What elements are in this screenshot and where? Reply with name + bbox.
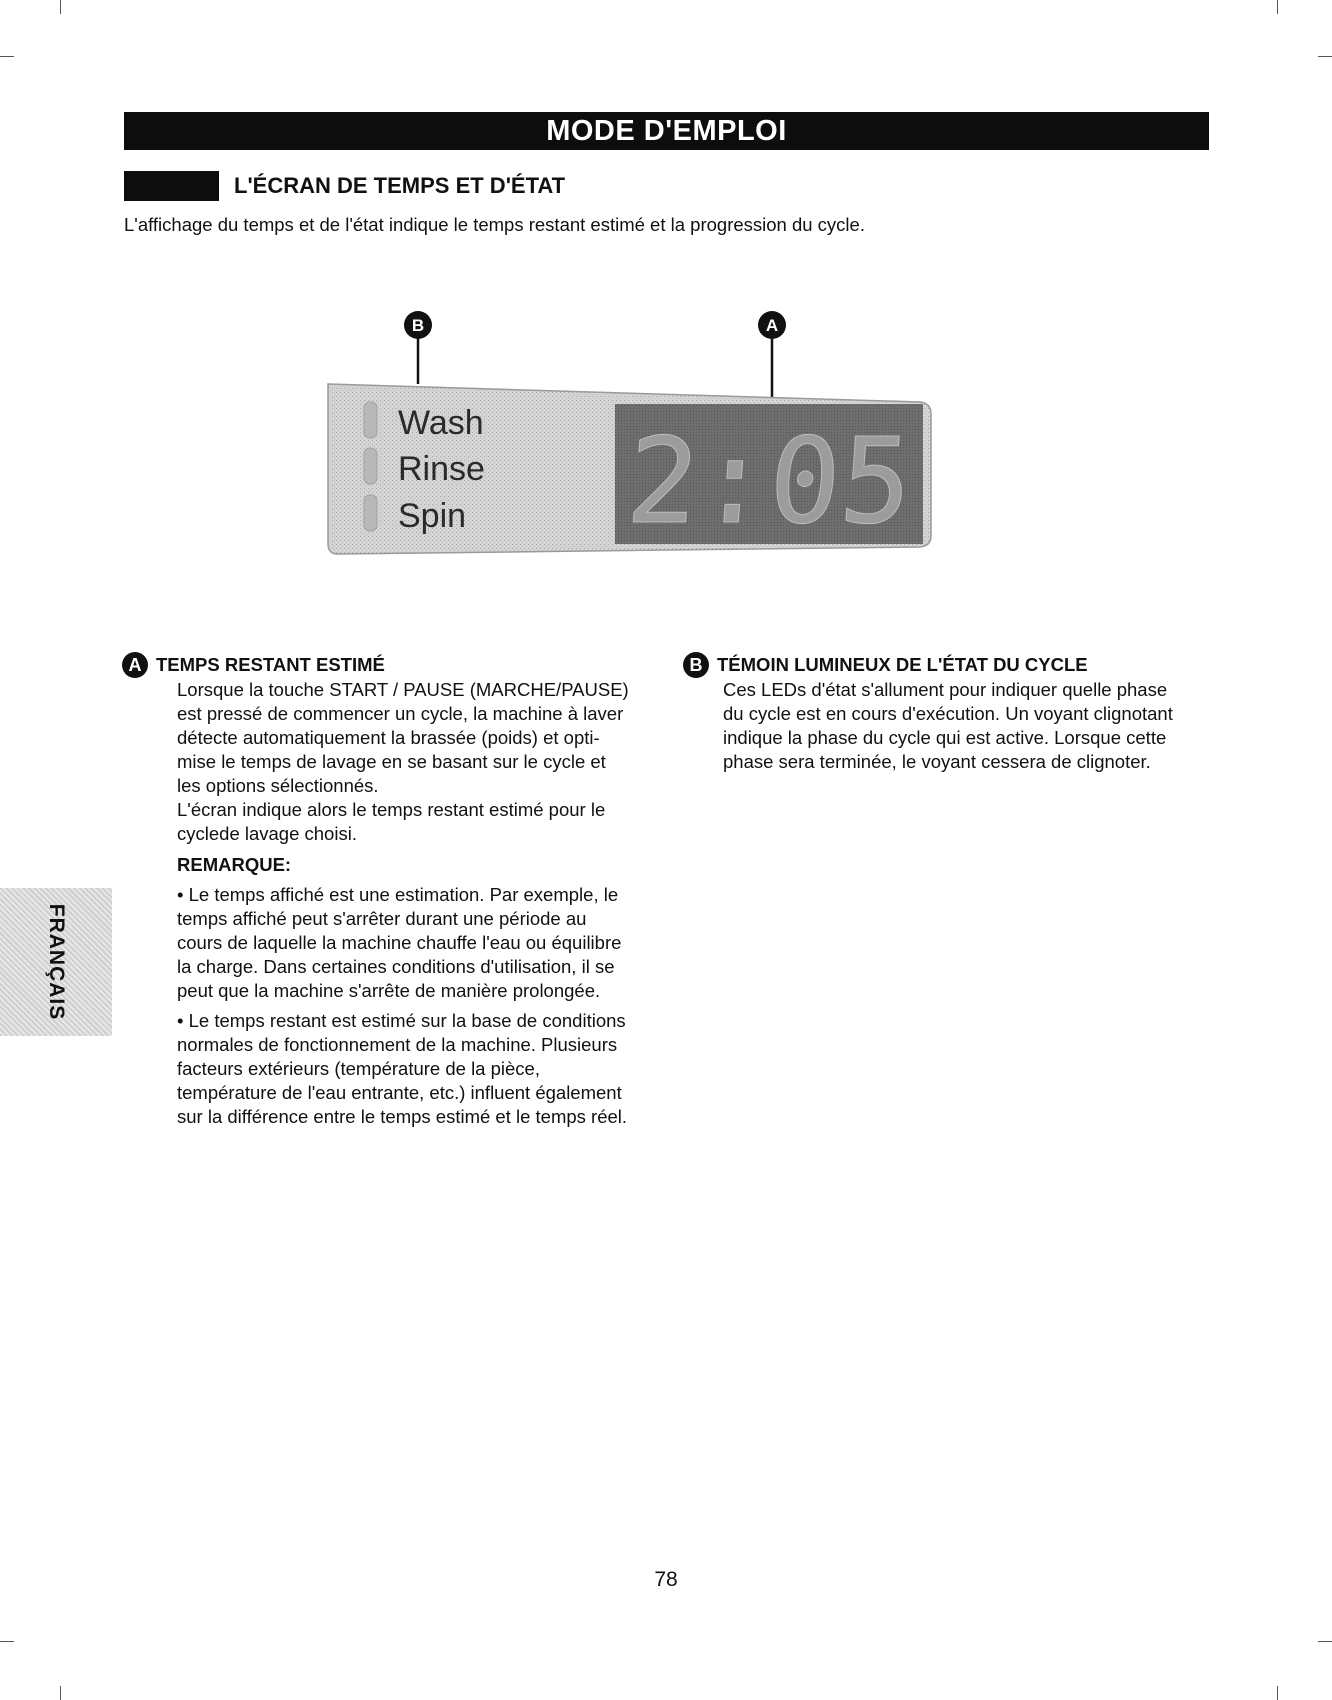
note-title: REMARQUE: <box>177 854 292 875</box>
note-bullet-line: peut que la machine s'arrête de manière prolongée. <box>177 980 601 1001</box>
page-number: 78 <box>654 1568 678 1591</box>
cycle-status-body <box>723 678 1225 774</box>
note-bullet-line: • Le temps restant est estimé sur la base de conditions <box>177 1010 626 1031</box>
section-marker-bar <box>124 171 219 201</box>
note-bullet-line: sur la différence entre le temps estimé et le temps réel. <box>177 1106 628 1127</box>
svg-text:B: B <box>411 316 425 335</box>
text-line: Lorsque la touche START / PAUSE (MARCHE/PAUSE) <box>177 679 629 700</box>
language-label: FRANÇAIS <box>45 903 68 1021</box>
text-line: est pressé de commencer un cycle, la machine à laver <box>177 703 624 724</box>
section-estimated-time <box>124 652 644 1129</box>
badge-b: B <box>683 652 709 678</box>
text-line: mise le temps de lavage en se basant sur le cycle et <box>177 751 606 772</box>
section-cycle-status <box>685 652 1225 774</box>
crop-mark <box>0 1641 14 1642</box>
header-banner: MODE D'EMPLOI <box>124 112 1209 150</box>
estimated-time-heading <box>122 652 644 678</box>
text-line: détecte automatiquement la brassée (poids) et opti- <box>177 727 600 748</box>
crop-mark <box>1318 1641 1332 1642</box>
badge-a: A <box>122 652 148 678</box>
svg-text:A: A <box>765 316 779 335</box>
status-label-spin: Spin <box>398 497 467 535</box>
language-side-tab <box>0 888 112 1036</box>
note-bullet-line: la charge. Dans certaines conditions d'utilisation, il se <box>177 956 615 977</box>
status-label-rinse: Rinse <box>398 450 485 488</box>
text-line: phase sera terminée, le voyant cessera de clignoter. <box>723 751 1151 772</box>
section-intro: L'affichage du temps et de l'état indique le temps restant estimé et la progression du cycle. <box>124 214 865 235</box>
note-bullet-line: temps affiché peut s'arrêter durant une période au <box>177 908 587 929</box>
crop-mark <box>1277 1686 1278 1700</box>
crop-mark <box>0 56 14 57</box>
crop-mark <box>1277 0 1278 14</box>
callout-a-marker <box>758 311 786 402</box>
note-bullet-line: température de l'eau entrante, etc.) influent également <box>177 1082 622 1103</box>
display-panel-figure <box>300 300 1000 570</box>
status-led-wash <box>364 402 377 438</box>
section-title: L'ÉCRAN DE TEMPS ET D'ÉTAT <box>234 173 566 198</box>
crop-mark <box>60 0 61 14</box>
cycle-status-title: TÉMOIN LUMINEUX DE L'ÉTAT DU CYCLE <box>717 654 1088 675</box>
text-line: L'écran indique alors le temps restant estimé pour le <box>177 799 606 820</box>
text-line: du cycle est en cours d'exécution. Un voyant clignotant <box>723 703 1173 724</box>
estimated-time-title: TEMPS RESTANT ESTIMÉ <box>156 654 385 675</box>
note-bullet-line: normales de fonctionnement de la machine. Plusieurs <box>177 1034 618 1055</box>
estimated-time-body <box>177 678 644 1129</box>
cycle-status-heading <box>683 652 1225 678</box>
note-bullet-line: • Le temps affiché est une estimation. Par exemple, le <box>177 884 619 905</box>
callout-b-marker <box>404 311 432 384</box>
text-line: les options sélectionnés. <box>177 775 379 796</box>
time-readout: 2:05 <box>622 412 917 550</box>
note-bullet-line: cours de laquelle la machine chauffe l'eau ou équilibre <box>177 932 622 953</box>
text-line: Ces LEDs d'état s'allument pour indiquer quelle phase <box>723 679 1168 700</box>
note-bullet-line: facteurs extérieurs (température de la pièce, <box>177 1058 540 1079</box>
status-label-wash: Wash <box>398 404 484 442</box>
text-line: cyclede lavage choisi. <box>177 823 357 844</box>
status-led-rinse <box>364 448 377 484</box>
crop-mark <box>60 1686 61 1700</box>
status-led-spin <box>364 495 377 531</box>
crop-mark <box>1318 56 1332 57</box>
text-line: indique la phase du cycle qui est active. Lorsque cette <box>723 727 1167 748</box>
